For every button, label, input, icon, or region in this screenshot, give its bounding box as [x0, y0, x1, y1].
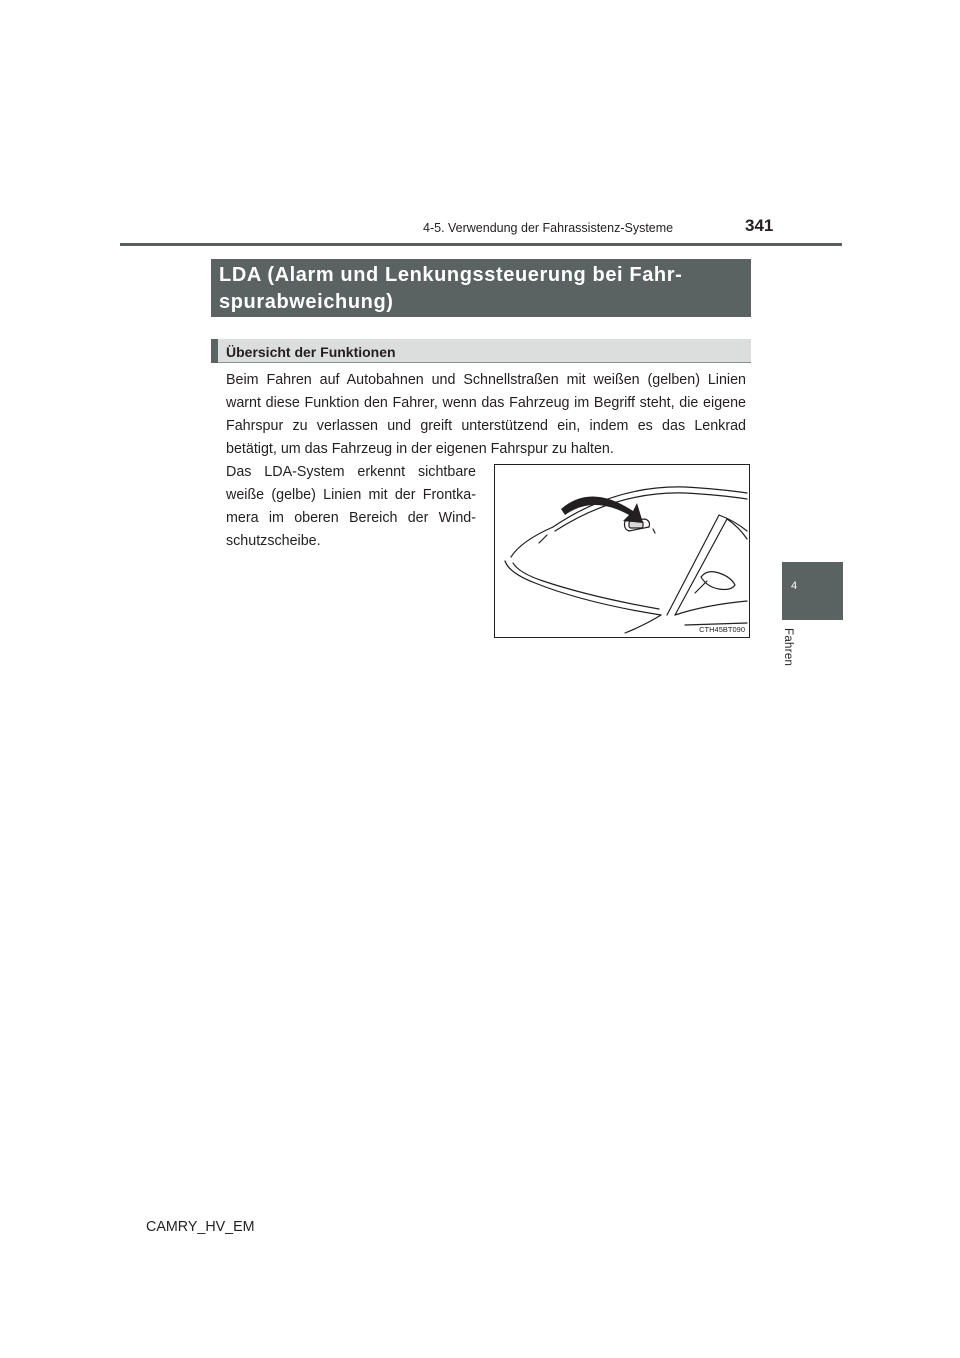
subsection-title: Übersicht der Funktionen — [226, 344, 396, 360]
header-rule — [120, 243, 842, 246]
subsection-marker — [211, 339, 218, 363]
body-paragraph-1: Beim Fahren auf Autobahnen und Schnellstraßen mit weißen (gelben) Linien warnt diese Funktion den Fahrer, wenn das Fahrzeug im Begriff steht, die eigene Fahrspur zu verlassen und greift unterstützend ein, indem es das Lenkrad betätigt, um das Fahrzeug in der eigenen Fahrspur zu halten. — [226, 372, 746, 457]
windshield-camera-figure — [494, 464, 750, 638]
figure-code: CTH45BT090 — [699, 625, 745, 634]
footer-model-code: CAMRY_HV_EM — [146, 1219, 255, 1235]
section-title-line2: spurabweichung) — [219, 291, 394, 313]
section-title-line1: LDA (Alarm und Lenkungssteuerung bei Fahr- — [219, 264, 683, 286]
header-section-title: 4-5. Verwendung der Fahrassistenz-Systeme — [423, 221, 674, 235]
chapter-label: Fahren — [782, 628, 794, 667]
section-title-box — [211, 259, 751, 317]
body-paragraph-2: Das LDA-System erkennt sichtbare weiße (gelbe) Linien mit der Frontka-mera im oberen Bereich der Wind-schutzscheibe. — [226, 464, 476, 549]
windshield-camera-icon — [495, 465, 749, 637]
page-number: 341 — [745, 216, 774, 235]
chapter-number: 4 — [791, 580, 798, 592]
